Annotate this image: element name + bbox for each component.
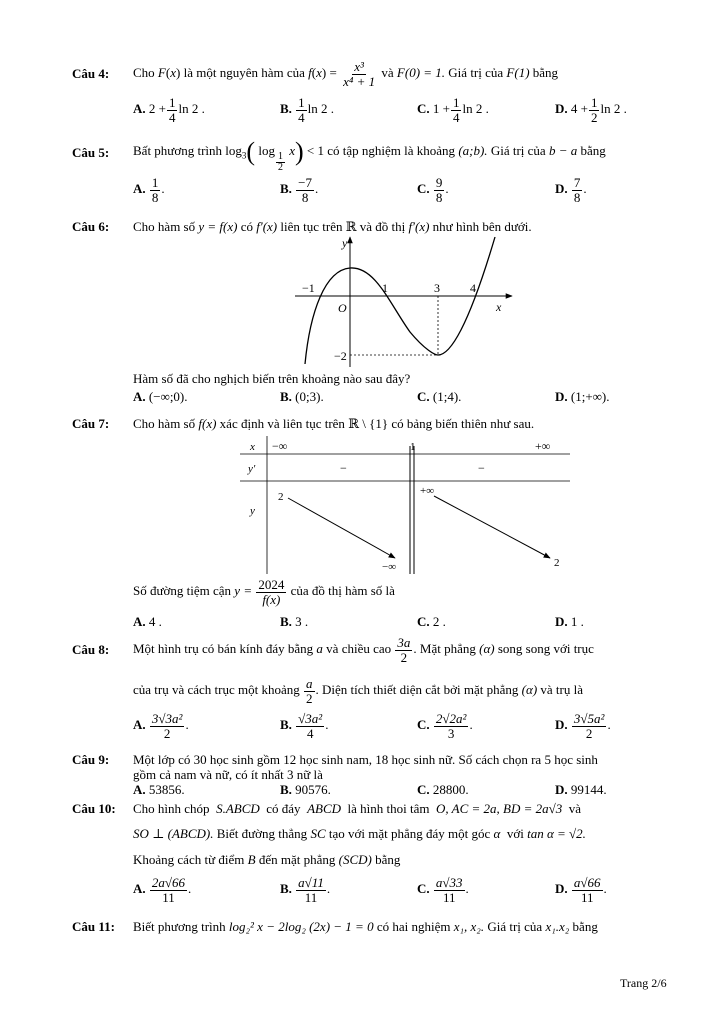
q4-choice-b[interactable]: B. $\frac{1}{4}$ ln 2 .: [280, 95, 335, 125]
q9-choice-a[interactable]: A. 53856.: [133, 782, 185, 797]
q7-choice-a[interactable]: A. 4 .: [133, 614, 162, 629]
q6-choice-c[interactable]: C. (1;4).: [417, 389, 462, 404]
q6-label: Câu 6:: [72, 219, 110, 234]
q9-choice-c[interactable]: C. 28800.: [417, 782, 469, 797]
q5-choice-d[interactable]: D. $\frac{7}{8}$ .: [555, 175, 587, 205]
y-axis-label: y: [342, 236, 348, 250]
q8-choice-d[interactable]: D. $\frac{\text{3√5a²}}{2}$ .: [555, 711, 611, 741]
q6-choice-b[interactable]: B. (0;3).: [280, 389, 324, 404]
tick-1: 1: [382, 281, 388, 295]
x-minus-inf: −∞: [272, 439, 288, 453]
q11-label: Câu 11:: [72, 919, 115, 934]
page-number: Trang 2/6: [620, 976, 667, 990]
q8-choice-b[interactable]: B. $\frac{\text{√3a²}}{4}$ .: [280, 711, 329, 741]
row-yprime-label: y′: [248, 463, 256, 475]
q9-line1: Một lớp có 30 học sinh gồm 12 học sinh nam, 18 học sinh nữ. Số cách chọn ra 5 học sinh: [133, 752, 598, 767]
y-right-two: 2: [554, 557, 560, 569]
q9-line2: gồm cả nam và nữ, có ít nhất 3 nữ là: [133, 767, 323, 782]
y-left-two: 2: [278, 491, 284, 503]
q6-choice-d[interactable]: D. (1;+∞).: [555, 389, 610, 404]
q6-question: Hàm số đã cho nghịch biến trên khoảng nào sau đây?: [133, 371, 411, 386]
sign-right: −: [478, 461, 485, 475]
q4-choice-d[interactable]: D. 4 + $\frac{1}{2}$ ln 2 .: [555, 95, 627, 125]
q8-choice-a[interactable]: A. $\frac{\text{3√3a²}}{2}$ .: [133, 711, 189, 741]
x-one: 1: [410, 441, 416, 453]
row-x-label: x: [250, 441, 255, 453]
q5-choice-a[interactable]: A. $\frac{1}{8}$ .: [133, 175, 165, 205]
tick-neg1: −1: [302, 281, 315, 295]
variation-table: [240, 436, 570, 574]
y-minus-inf: −∞: [382, 561, 397, 573]
q8-choice-c[interactable]: C. $\frac{\text{2√2a²}}{3}$ .: [417, 711, 473, 741]
q11-stem: Biết phương trình log₂² x − 2log₂ (2x) − 1 = 0 có hai nghiệm x₁, x₂. Giá trị của x₁.x₂ bằng: [133, 919, 598, 934]
row-y-label: y: [250, 505, 255, 517]
q8-line1: Một hình trụ có bán kính đáy bằng a và chiều cao $\frac{3a}{2}$ . Mặt phẳng (α) song song với trục: [133, 634, 594, 665]
q4-label: Câu 4:: [72, 66, 110, 81]
x-axis-label: x: [496, 300, 502, 314]
q10-label: Câu 10:: [72, 801, 116, 816]
q9-label: Câu 9:: [72, 752, 110, 767]
q10-choice-c[interactable]: C. $\frac{a√33}{11}$ .: [417, 875, 469, 905]
q7-stem: Cho hàm số f(x) xác định và liên tục trên ℝ \ {1} có bảng biến thiên như sau.: [133, 416, 535, 431]
derivative-graph: [290, 232, 522, 372]
arrow-decreasing-left: [288, 498, 395, 558]
tick-3: 3: [434, 281, 440, 295]
x-plus-inf: +∞: [535, 439, 551, 453]
q5-label: Câu 5:: [72, 145, 110, 160]
sign-left: −: [340, 461, 347, 475]
q10-line2: SO ⊥ (ABCD). Biết đường thẳng SC tạo với mặt phẳng đáy một góc α với tan α = √2.: [133, 826, 586, 841]
q7-asymptote: Số đường tiệm cận y = $\frac{2024}{f(x)}$ của đồ thị hàm số là: [133, 576, 395, 607]
arrow-decreasing-right: [434, 496, 550, 558]
q5-stem: Bất phương trình $\log_3$( log $\frac{1}{2}$ x) < 1 có tập nghiệm là khoảng (a;b). Giá trị của b − a bằng: [133, 137, 606, 174]
q4-choice-a[interactable]: A. 2 + $\frac{1}{4}$ ln 2 .: [133, 95, 205, 125]
q10-choice-a[interactable]: A. $\frac{2a√66}{11}$ .: [133, 875, 192, 905]
q5-choice-b[interactable]: B. $\frac{-7}{8}$ .: [280, 175, 319, 205]
q6-stem: Cho hàm số y = f(x) có f′(x) liên tục trên ℝ và đồ thị f′(x) như hình bên dưới.: [133, 219, 532, 234]
q7-choice-b[interactable]: B. 3 .: [280, 614, 309, 629]
q7-label: Câu 7:: [72, 416, 110, 431]
q10-line1: Cho hình chóp S.ABCD có đáy ABCD là hình thoi tâm O, AC = 2a, BD = 2a√3 và: [133, 801, 582, 816]
q4-choice-c[interactable]: C. 1 + $\frac{1}{4}$ ln 2 .: [417, 95, 489, 125]
origin-label: O: [338, 301, 347, 315]
q7-choice-d[interactable]: D. 1 .: [555, 614, 584, 629]
q9-choice-d[interactable]: D. 99144.: [555, 782, 607, 797]
q6-choice-a[interactable]: A. (−∞;0).: [133, 389, 188, 404]
y-plus-inf: +∞: [420, 485, 435, 497]
q10-line3: Khoảng cách từ điểm B đến mặt phẳng (SCD) bằng: [133, 852, 401, 867]
tick-y-neg2: −2: [334, 349, 347, 363]
curve-f-prime: [305, 237, 495, 364]
q9-choice-b[interactable]: B. 90576.: [280, 782, 331, 797]
q10-choice-d[interactable]: D. $\frac{a√66}{11}$ .: [555, 875, 607, 905]
q4-stem: Cho F(x) là một nguyên hàm của f(x) = $\frac{\text{x³}}{\text{x⁴ + 1}}$ và F(0) = 1. Giá trị của F(1) bằng: [133, 58, 559, 89]
q8-line2: của trụ và cách trục một khoảng $\frac{a}{2}$ . Diện tích thiết diện cắt bởi mặt phẳng (α) và trụ là: [133, 675, 583, 706]
q10-choice-b[interactable]: B. $\frac{a√11}{11}$ .: [280, 875, 331, 905]
tick-4: 4: [470, 281, 476, 295]
q7-choice-c[interactable]: C. 2 .: [417, 614, 446, 629]
q5-choice-c[interactable]: C. $\frac{9}{8}$ .: [417, 175, 449, 205]
q8-label: Câu 8:: [72, 642, 110, 657]
